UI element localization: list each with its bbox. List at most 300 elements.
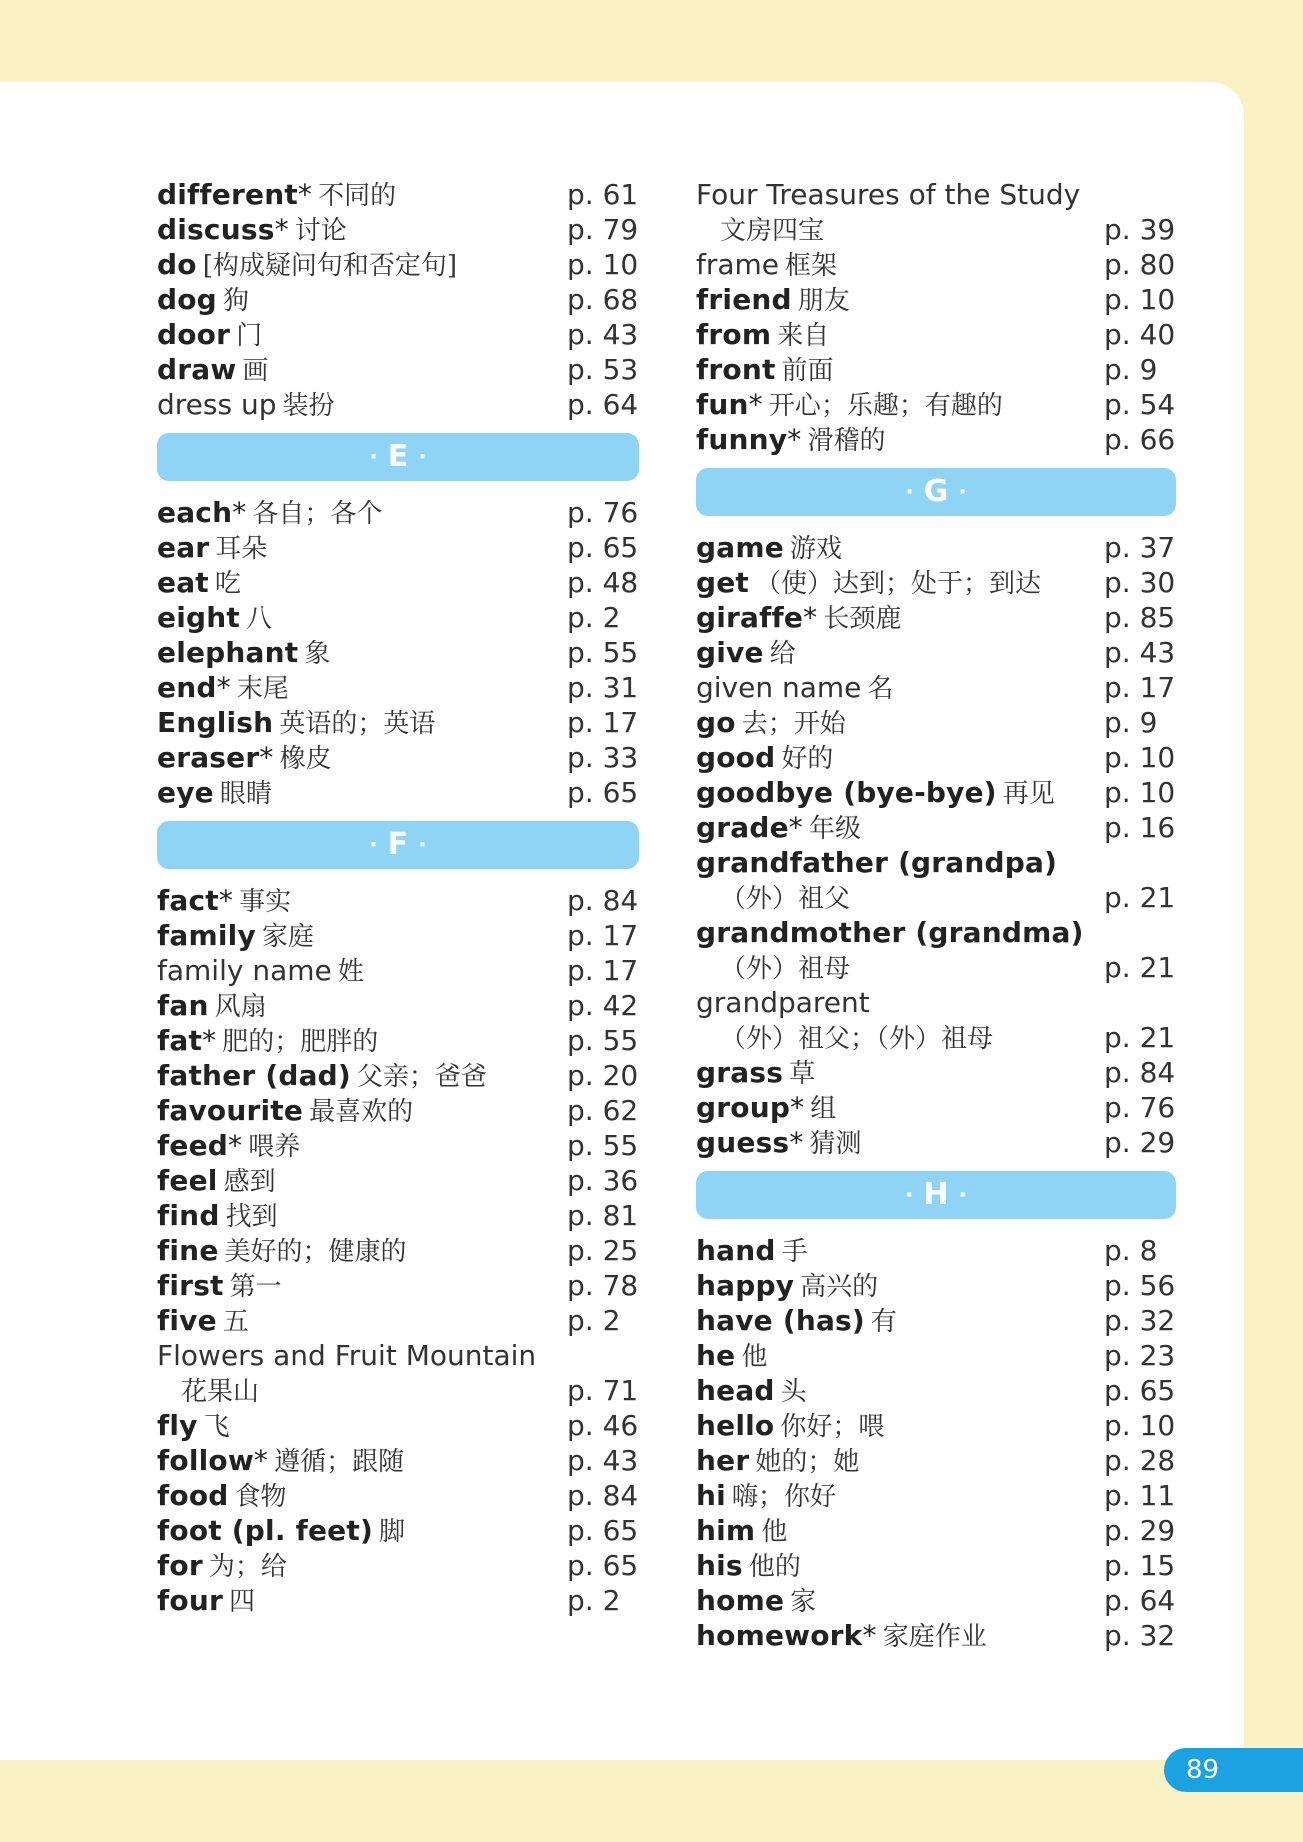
glossary-entry bbox=[696, 1268, 1176, 1303]
entry-word: homework bbox=[696, 1619, 863, 1652]
entry-word: he bbox=[696, 1339, 736, 1372]
entry-page: p. 64 bbox=[567, 388, 639, 421]
glossary-entry bbox=[157, 1093, 639, 1128]
entry-translation: 喂养 bbox=[248, 1132, 301, 1162]
entry-translation: 不同的 bbox=[318, 181, 397, 211]
entry-translation: 朋友 bbox=[797, 286, 850, 316]
entry-word: goodbye (bye-bye) bbox=[696, 776, 997, 809]
glossary-entry bbox=[696, 1338, 1176, 1373]
entry-translation: 各自；各个 bbox=[252, 499, 383, 529]
entry-word: eye bbox=[157, 776, 214, 809]
entry-translation: 末尾 bbox=[236, 674, 289, 704]
entry-page: p. 2 bbox=[567, 1304, 621, 1337]
glossary-entry bbox=[696, 670, 1176, 705]
section-letter: H bbox=[923, 1177, 949, 1212]
glossary-entry bbox=[696, 282, 1176, 317]
header-dot: · bbox=[905, 480, 914, 505]
entry-translation: 飞 bbox=[203, 1412, 230, 1442]
glossary-entry bbox=[157, 1058, 639, 1093]
entry-page: p. 32 bbox=[1104, 1619, 1176, 1652]
glossary-entry bbox=[696, 740, 1176, 775]
entry-word: follow bbox=[157, 1444, 254, 1477]
entry-page: p. 65 bbox=[1104, 1374, 1176, 1407]
entry-page: p. 76 bbox=[1104, 1091, 1176, 1124]
entry-page: p. 71 bbox=[567, 1374, 639, 1407]
glossary-entry bbox=[696, 845, 1176, 880]
entry-star: * bbox=[216, 671, 231, 704]
entry-word: hello bbox=[696, 1409, 775, 1442]
entry-translation: 他 bbox=[761, 1517, 788, 1547]
entry-page: p. 39 bbox=[1104, 213, 1176, 246]
entry-word: fun bbox=[696, 388, 749, 421]
entry-page: p. 8 bbox=[1104, 1234, 1158, 1267]
entry-word: him bbox=[696, 1514, 756, 1547]
entry-translation: （使）达到；处于；到达 bbox=[755, 569, 1042, 599]
entry-word: end bbox=[157, 671, 217, 704]
entry-page: p. 84 bbox=[1104, 1056, 1176, 1089]
entry-page: p. 79 bbox=[567, 213, 639, 246]
glossary-entry bbox=[696, 600, 1176, 635]
glossary-entry bbox=[157, 705, 639, 740]
entry-page: p. 2 bbox=[567, 601, 621, 634]
entry-page: p. 21 bbox=[1104, 951, 1176, 984]
glossary-entry bbox=[696, 352, 1176, 387]
entry-page: p. 56 bbox=[1104, 1269, 1176, 1302]
header-dot: · bbox=[369, 445, 378, 470]
entry-page: p. 55 bbox=[567, 636, 639, 669]
glossary-entry bbox=[696, 705, 1176, 740]
entry-translation: 去；开始 bbox=[741, 709, 846, 739]
glossary-entry bbox=[157, 1443, 639, 1478]
entry-page: p. 85 bbox=[1104, 601, 1176, 634]
glossary-entry bbox=[696, 1548, 1176, 1583]
glossary-entry bbox=[157, 1023, 639, 1058]
entry-page: p. 78 bbox=[567, 1269, 639, 1302]
entry-word: given name bbox=[696, 671, 862, 704]
entry-page: p. 31 bbox=[567, 671, 639, 704]
entry-page: p. 55 bbox=[567, 1129, 639, 1162]
entry-page: p. 53 bbox=[567, 353, 639, 386]
entry-page: p. 43 bbox=[567, 318, 639, 351]
entry-page: p. 65 bbox=[567, 1549, 639, 1582]
glossary-entry bbox=[157, 387, 639, 422]
entry-page: p. 84 bbox=[567, 884, 639, 917]
glossary-entry bbox=[157, 530, 639, 565]
entry-page: p. 30 bbox=[1104, 566, 1176, 599]
entry-word: front bbox=[696, 353, 776, 386]
glossary-entry bbox=[696, 1478, 1176, 1513]
entry-word: go bbox=[696, 706, 736, 739]
entry-star: * bbox=[202, 1024, 217, 1057]
entry-translation: 装扮 bbox=[282, 391, 335, 421]
entry-translation: 风扇 bbox=[214, 992, 267, 1022]
glossary-entry bbox=[157, 740, 639, 775]
entry-page: p. 36 bbox=[567, 1164, 639, 1197]
entry-word: English bbox=[157, 706, 274, 739]
entry-word: five bbox=[157, 1304, 217, 1337]
entry-word: frame bbox=[696, 248, 780, 281]
glossary-entry bbox=[696, 530, 1176, 565]
entry-word: fan bbox=[157, 989, 209, 1022]
entry-page: p. 37 bbox=[1104, 531, 1176, 564]
glossary-entry bbox=[157, 212, 639, 247]
entry-translation: 最喜欢的 bbox=[309, 1097, 414, 1127]
entry-page: p. 42 bbox=[567, 989, 639, 1022]
glossary-entry bbox=[696, 1373, 1176, 1408]
entry-word: fat bbox=[157, 1024, 203, 1057]
entry-page: p. 16 bbox=[1104, 811, 1176, 844]
entry-translation: 家 bbox=[790, 1587, 817, 1617]
section-header-g bbox=[696, 468, 1176, 516]
entry-star: * bbox=[274, 213, 289, 246]
entry-page: p. 2 bbox=[567, 1584, 621, 1617]
entry-translation: 五 bbox=[222, 1307, 249, 1337]
glossary-entry bbox=[157, 317, 639, 352]
entry-star: * bbox=[253, 1444, 269, 1477]
entry-translation: 父亲；爸爸 bbox=[356, 1062, 487, 1092]
glossary-entry bbox=[696, 1090, 1176, 1125]
entry-translation: 滑稽的 bbox=[807, 426, 886, 456]
glossary-entry bbox=[157, 1268, 639, 1303]
entry-word: grandmother (grandma) bbox=[696, 916, 1084, 949]
entry-translation: 门 bbox=[236, 321, 263, 351]
entry-page: p. 29 bbox=[1104, 1514, 1176, 1547]
entry-page: p. 17 bbox=[567, 706, 639, 739]
entry-translation: 为；给 bbox=[208, 1552, 287, 1582]
entry-word: fact bbox=[157, 884, 219, 917]
entry-translation: 手 bbox=[781, 1237, 808, 1267]
entry-translation: 来自 bbox=[777, 321, 830, 351]
glossary-entry bbox=[696, 810, 1176, 845]
entry-word: head bbox=[696, 1374, 775, 1407]
glossary-entry bbox=[157, 1548, 639, 1583]
glossary-entry bbox=[696, 1408, 1176, 1443]
entry-page: p. 48 bbox=[567, 566, 639, 599]
entry-translation: 事实 bbox=[239, 887, 292, 917]
glossary-entry bbox=[157, 1128, 639, 1163]
glossary-entry bbox=[696, 1618, 1176, 1653]
entry-translation: 食物 bbox=[234, 1482, 287, 1512]
entry-word: different bbox=[157, 178, 298, 211]
entry-word: funny bbox=[696, 423, 788, 456]
entry-page: p. 80 bbox=[1104, 248, 1176, 281]
glossary-entry bbox=[696, 1233, 1176, 1268]
header-dot: · bbox=[418, 833, 427, 858]
entry-continuation bbox=[696, 1020, 1176, 1055]
glossary-entry bbox=[696, 317, 1176, 352]
entry-word: friend bbox=[696, 283, 792, 316]
entry-translation: 高兴的 bbox=[800, 1272, 879, 1302]
entry-page: p. 17 bbox=[567, 919, 639, 952]
glossary-entry bbox=[157, 988, 639, 1023]
entry-translation: 象 bbox=[304, 639, 331, 669]
glossary-page bbox=[0, 82, 1244, 1760]
entry-star: * bbox=[789, 1126, 804, 1159]
entry-translation: 家庭 bbox=[261, 922, 314, 952]
glossary-entry bbox=[696, 1303, 1176, 1338]
entry-word: dog bbox=[157, 283, 217, 316]
glossary-entry bbox=[157, 177, 639, 212]
entry-page: p. 15 bbox=[1104, 1549, 1176, 1582]
entry-word: foot (pl. feet) bbox=[157, 1514, 373, 1547]
entry-word: guess bbox=[696, 1126, 790, 1159]
entry-translation: 你好；喂 bbox=[780, 1412, 885, 1442]
glossary-entry bbox=[157, 1478, 639, 1513]
entry-page: p. 43 bbox=[1104, 636, 1176, 669]
entry-word: feel bbox=[157, 1164, 218, 1197]
entry-page: p. 66 bbox=[1104, 423, 1176, 456]
glossary-entry bbox=[157, 247, 639, 282]
section-header-h bbox=[696, 1171, 1176, 1219]
entry-word: elephant bbox=[157, 636, 299, 669]
entry-word: dress up bbox=[157, 388, 277, 421]
entry-word: draw bbox=[157, 353, 237, 386]
entry-page: p. 84 bbox=[567, 1479, 639, 1512]
entry-word: food bbox=[157, 1479, 229, 1512]
glossary-entry bbox=[157, 282, 639, 317]
entry-page: p. 68 bbox=[567, 283, 639, 316]
entry-page: p. 17 bbox=[567, 954, 639, 987]
entry-page: p. 61 bbox=[567, 178, 639, 211]
entry-page: p. 23 bbox=[1104, 1339, 1176, 1372]
entry-translation: 美好的；健康的 bbox=[224, 1237, 407, 1267]
entry-word: find bbox=[157, 1199, 220, 1232]
entry-translation: 嗨；你好 bbox=[731, 1482, 836, 1512]
entry-word: hand bbox=[696, 1234, 776, 1267]
glossary-entry bbox=[157, 775, 639, 810]
glossary-entry bbox=[157, 670, 639, 705]
entry-word: group bbox=[696, 1091, 791, 1124]
glossary-entry bbox=[696, 247, 1176, 282]
entry-word: four bbox=[157, 1584, 223, 1617]
entry-word: door bbox=[157, 318, 231, 351]
entry-translation: （外）祖父 bbox=[720, 884, 851, 914]
entry-continuation bbox=[696, 880, 1176, 915]
entry-page: p. 25 bbox=[567, 1234, 639, 1267]
entry-translation: 好的 bbox=[781, 744, 834, 774]
section-header-f bbox=[157, 821, 639, 869]
entry-word: give bbox=[696, 636, 764, 669]
glossary-entry bbox=[157, 1338, 639, 1373]
entry-translation: 第一 bbox=[229, 1272, 282, 1302]
entry-star: * bbox=[787, 423, 802, 456]
header-dot: · bbox=[369, 833, 378, 858]
entry-word: discuss bbox=[157, 213, 275, 246]
entry-translation: 花果山 bbox=[181, 1377, 260, 1407]
entry-word: family bbox=[157, 919, 256, 952]
entry-word: eight bbox=[157, 601, 240, 634]
entry-star: * bbox=[218, 884, 234, 917]
entry-translation: 组 bbox=[810, 1094, 837, 1124]
entry-word: happy bbox=[696, 1269, 795, 1302]
glossary-entry bbox=[696, 565, 1176, 600]
glossary-entry bbox=[157, 1198, 639, 1233]
entry-translation: 框架 bbox=[785, 251, 838, 281]
entry-translation: 耳朵 bbox=[215, 534, 268, 564]
entry-star: * bbox=[228, 1129, 243, 1162]
entry-translation: 脚 bbox=[378, 1517, 405, 1547]
glossary-entry bbox=[157, 1408, 639, 1443]
glossary-entry bbox=[157, 918, 639, 953]
entry-page: p. 81 bbox=[567, 1199, 639, 1232]
entry-page: p. 28 bbox=[1104, 1444, 1176, 1477]
entry-page: p. 54 bbox=[1104, 388, 1176, 421]
entry-page: p. 20 bbox=[567, 1059, 639, 1092]
entry-continuation bbox=[157, 1373, 639, 1408]
entry-page: p. 40 bbox=[1104, 318, 1176, 351]
entry-word: hi bbox=[696, 1479, 726, 1512]
glossary-entry bbox=[157, 1583, 639, 1618]
glossary-entry bbox=[157, 635, 639, 670]
section-letter: F bbox=[387, 827, 409, 862]
entry-page: p. 21 bbox=[1104, 1021, 1176, 1054]
entry-translation: 前面 bbox=[781, 356, 834, 386]
glossary-entry bbox=[696, 1125, 1176, 1160]
entry-page: p. 10 bbox=[1104, 776, 1176, 809]
glossary-entry bbox=[696, 1443, 1176, 1478]
entry-page: p. 62 bbox=[567, 1094, 639, 1127]
entry-page: p. 65 bbox=[567, 1514, 639, 1547]
entry-translation: 他的 bbox=[748, 1552, 801, 1582]
entry-translation: 姓 bbox=[337, 957, 364, 987]
entry-word: game bbox=[696, 531, 784, 564]
entry-translation: 头 bbox=[780, 1377, 807, 1407]
entry-translation: 开心；乐趣；有趣的 bbox=[768, 391, 1003, 421]
entry-page: p. 10 bbox=[1104, 741, 1176, 774]
entry-word: ear bbox=[157, 531, 210, 564]
entry-translation: 肥的；肥胖的 bbox=[222, 1027, 379, 1057]
entry-page: p. 46 bbox=[567, 1409, 639, 1442]
entry-word: his bbox=[696, 1549, 743, 1582]
entry-word: fly bbox=[157, 1409, 198, 1442]
entry-translation: （外）祖父；（外）祖母 bbox=[720, 1024, 994, 1054]
entry-page: p. 33 bbox=[567, 741, 639, 774]
glossary-entry bbox=[696, 985, 1176, 1020]
section-header-e bbox=[157, 433, 639, 481]
entry-word: grass bbox=[696, 1056, 784, 1089]
entry-word: home bbox=[696, 1584, 785, 1617]
entry-page: p. 21 bbox=[1104, 881, 1176, 914]
entry-word: eat bbox=[157, 566, 209, 599]
entry-translation: 长颈鹿 bbox=[823, 604, 902, 634]
entry-page: p. 65 bbox=[567, 531, 639, 564]
entry-page: p. 76 bbox=[567, 496, 639, 529]
glossary-entry bbox=[696, 387, 1176, 422]
entry-translation: 他 bbox=[741, 1342, 768, 1372]
entry-page: p. 10 bbox=[1104, 283, 1176, 316]
entry-word: from bbox=[696, 318, 772, 351]
entry-continuation bbox=[696, 950, 1176, 985]
entry-translation: 给 bbox=[769, 639, 796, 669]
entry-word: father (dad) bbox=[157, 1059, 351, 1092]
entry-word: Four Treasures of the Study bbox=[696, 178, 1081, 211]
entry-word: first bbox=[157, 1269, 224, 1302]
glossary-entry bbox=[696, 1055, 1176, 1090]
entry-translation: 吃 bbox=[214, 569, 241, 599]
entry-star: * bbox=[803, 601, 818, 634]
entry-star: * bbox=[862, 1619, 877, 1652]
entry-translation: 名 bbox=[867, 674, 894, 704]
entry-word: get bbox=[696, 566, 750, 599]
entry-translation: 四 bbox=[228, 1587, 255, 1617]
glossary-entry bbox=[157, 1513, 639, 1548]
glossary-entry bbox=[157, 495, 639, 530]
glossary-entry bbox=[157, 1163, 639, 1198]
entry-page: p. 10 bbox=[567, 248, 639, 281]
entry-star: * bbox=[297, 178, 313, 211]
entry-translation: 找到 bbox=[225, 1202, 278, 1232]
entry-page: p. 65 bbox=[567, 776, 639, 809]
left-column bbox=[157, 177, 639, 1618]
entry-word: giraffe bbox=[696, 601, 804, 634]
entry-page: p. 10 bbox=[1104, 1409, 1176, 1442]
glossary-entry bbox=[696, 422, 1176, 457]
entry-translation: 草 bbox=[789, 1059, 816, 1089]
glossary-entry bbox=[157, 600, 639, 635]
section-letter: G bbox=[923, 474, 949, 509]
glossary-entry bbox=[157, 352, 639, 387]
entry-word: fine bbox=[157, 1234, 219, 1267]
glossary-entry bbox=[157, 1303, 639, 1338]
entry-page: p. 32 bbox=[1104, 1304, 1176, 1337]
entry-page: p. 43 bbox=[567, 1444, 639, 1477]
entry-word: feed bbox=[157, 1129, 229, 1162]
entry-word: good bbox=[696, 741, 776, 774]
glossary-entry bbox=[696, 177, 1176, 212]
entry-translation: 游戏 bbox=[789, 534, 842, 564]
entry-translation: 八 bbox=[245, 604, 272, 634]
glossary-entry bbox=[696, 915, 1176, 950]
entry-word: favourite bbox=[157, 1094, 304, 1127]
entry-page: p. 29 bbox=[1104, 1126, 1176, 1159]
entry-star: * bbox=[788, 811, 803, 844]
entry-star: * bbox=[790, 1091, 805, 1124]
section-letter: E bbox=[387, 439, 409, 474]
glossary-entry bbox=[696, 775, 1176, 810]
entry-translation: [构成疑问句和否定句] bbox=[202, 251, 457, 281]
entry-word: have (has) bbox=[696, 1304, 865, 1337]
glossary-entry bbox=[696, 635, 1176, 670]
entry-word: grandparent bbox=[696, 986, 870, 1019]
entry-word: each bbox=[157, 496, 233, 529]
entry-translation: 讨论 bbox=[294, 216, 347, 246]
entry-word: her bbox=[696, 1444, 750, 1477]
entry-translation: 文房四宝 bbox=[720, 216, 825, 246]
entry-word: do bbox=[157, 248, 197, 281]
header-dot: · bbox=[905, 1183, 914, 1208]
glossary-entry bbox=[157, 1233, 639, 1268]
entry-translation: 她的；她 bbox=[755, 1447, 860, 1477]
entry-star: * bbox=[232, 496, 247, 529]
page-number-tab: 89 bbox=[1164, 1748, 1303, 1792]
glossary-entry bbox=[157, 883, 639, 918]
entry-translation: 狗 bbox=[222, 286, 249, 316]
header-dot: · bbox=[958, 1183, 967, 1208]
entry-word: grade bbox=[696, 811, 789, 844]
entry-translation: 年级 bbox=[808, 814, 861, 844]
entry-translation: 眼睛 bbox=[219, 779, 272, 809]
entry-continuation bbox=[696, 212, 1176, 247]
header-dot: · bbox=[418, 445, 427, 470]
glossary-entry bbox=[157, 953, 639, 988]
entry-translation: 感到 bbox=[223, 1167, 276, 1197]
entry-star: * bbox=[748, 388, 763, 421]
entry-page: p. 11 bbox=[1104, 1479, 1176, 1512]
entry-translation: 遵循；跟随 bbox=[274, 1447, 405, 1477]
entry-page: p. 17 bbox=[1104, 671, 1176, 704]
entry-translation: （外）祖母 bbox=[720, 954, 851, 984]
entry-translation: 猜测 bbox=[809, 1129, 862, 1159]
